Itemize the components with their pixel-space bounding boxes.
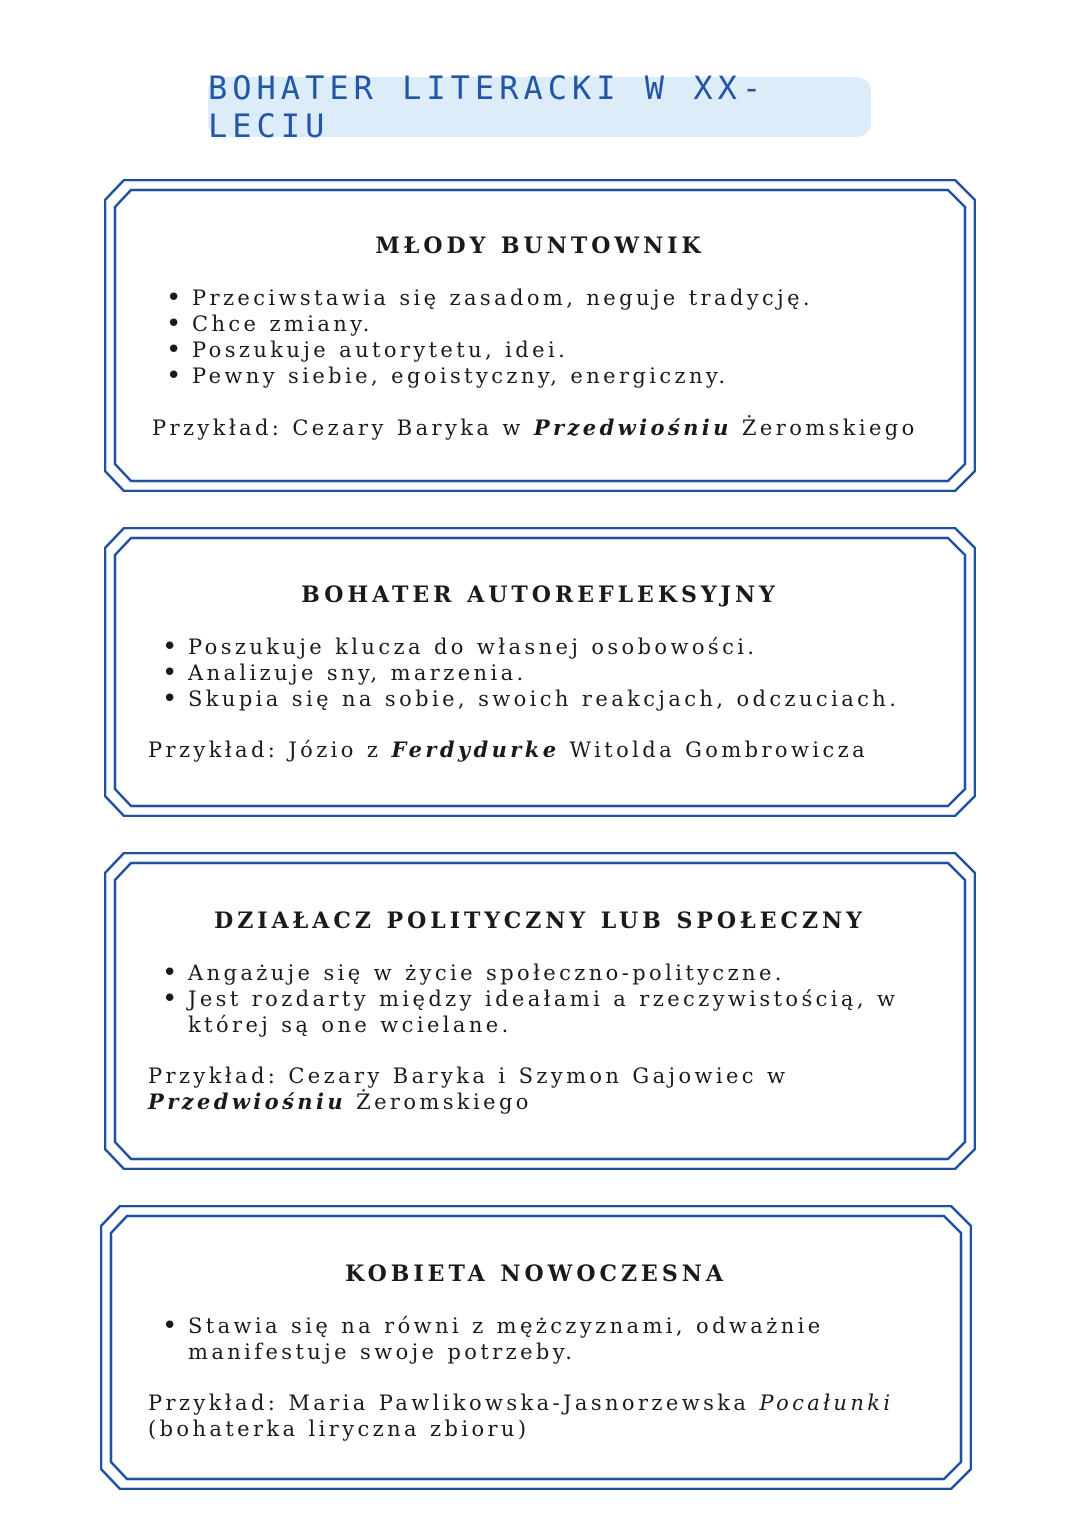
bullet-list [160,960,950,1038]
list-item: • Angażuje się w życie społeczno-polityczne. [160,960,950,986]
title-banner [208,69,871,145]
example-prefix: Przykład: Józio z [148,738,392,762]
bullet-list [160,634,950,712]
list-item: • Analizuje sny, marzenia. [160,660,950,686]
card-bohater-autorefleksyjny [104,527,976,817]
list-item: • Chce zmiany. [164,311,944,337]
card-mlody-buntownik [104,179,976,492]
example-suffix: Żeromskiego [731,416,918,440]
example-suffix: Żeromskiego [346,1090,532,1114]
card-heading: DZIAŁACZ POLITYCZNY LUB SPOŁECZNY [214,908,866,934]
example-text [148,1390,938,1442]
example-work-title: Pocałunki [759,1391,894,1415]
example-work-title: Przedwiośniu [533,415,732,440]
bullet-list [164,285,944,389]
list-item: • Stawia się na równi z mężczyznami, odważnie manifestuje swoje potrzeby. [160,1313,860,1365]
list-item: • Pewny siebie, egoistyczny, energiczny. [164,363,944,389]
example-text [148,737,948,763]
list-item: • Skupia się na sobie, swoich reakcjach, odczuciach. [160,686,950,712]
example-prefix: Przykład: Cezary Baryka i Szymon Gajowiec w [148,1064,789,1088]
card-heading: MŁODY BUNTOWNIK [375,233,705,259]
example-prefix: Przykład: Cezary Baryka w [152,416,534,440]
example-prefix: Przykład: Maria Pawlikowska-Jasnorzewska [148,1391,760,1415]
card-kobieta-nowoczesna [100,1205,972,1490]
card-heading: BOHATER AUTOREFLEKSYJNY [301,582,779,608]
example-work-title: Przedwiośniu [148,1089,347,1114]
example-text [152,415,952,441]
example-suffix: (bohaterka liryczna zbioru) [148,1417,530,1441]
card-dzialacz-polityczny [104,852,976,1170]
example-text [148,1063,828,1115]
example-suffix: Witolda Gombrowicza [559,738,868,762]
list-item: • Poszukuje klucza do własnej osobowości. [160,634,950,660]
list-item: • Przeciwstawia się zasadom, neguje tradycję. [164,285,944,311]
list-item: • Jest rozdarty między ideałami a rzeczywistością, w której są one wcielane. [160,986,950,1038]
page-title: BOHATER LITERACKI W XX-LECIU [208,69,767,145]
bullet-list [160,1313,860,1365]
card-heading: KOBIETA NOWOCZESNA [345,1261,727,1287]
example-work-title: Ferdydurke [391,737,560,762]
list-item: • Poszukuje autorytetu, idei. [164,337,944,363]
